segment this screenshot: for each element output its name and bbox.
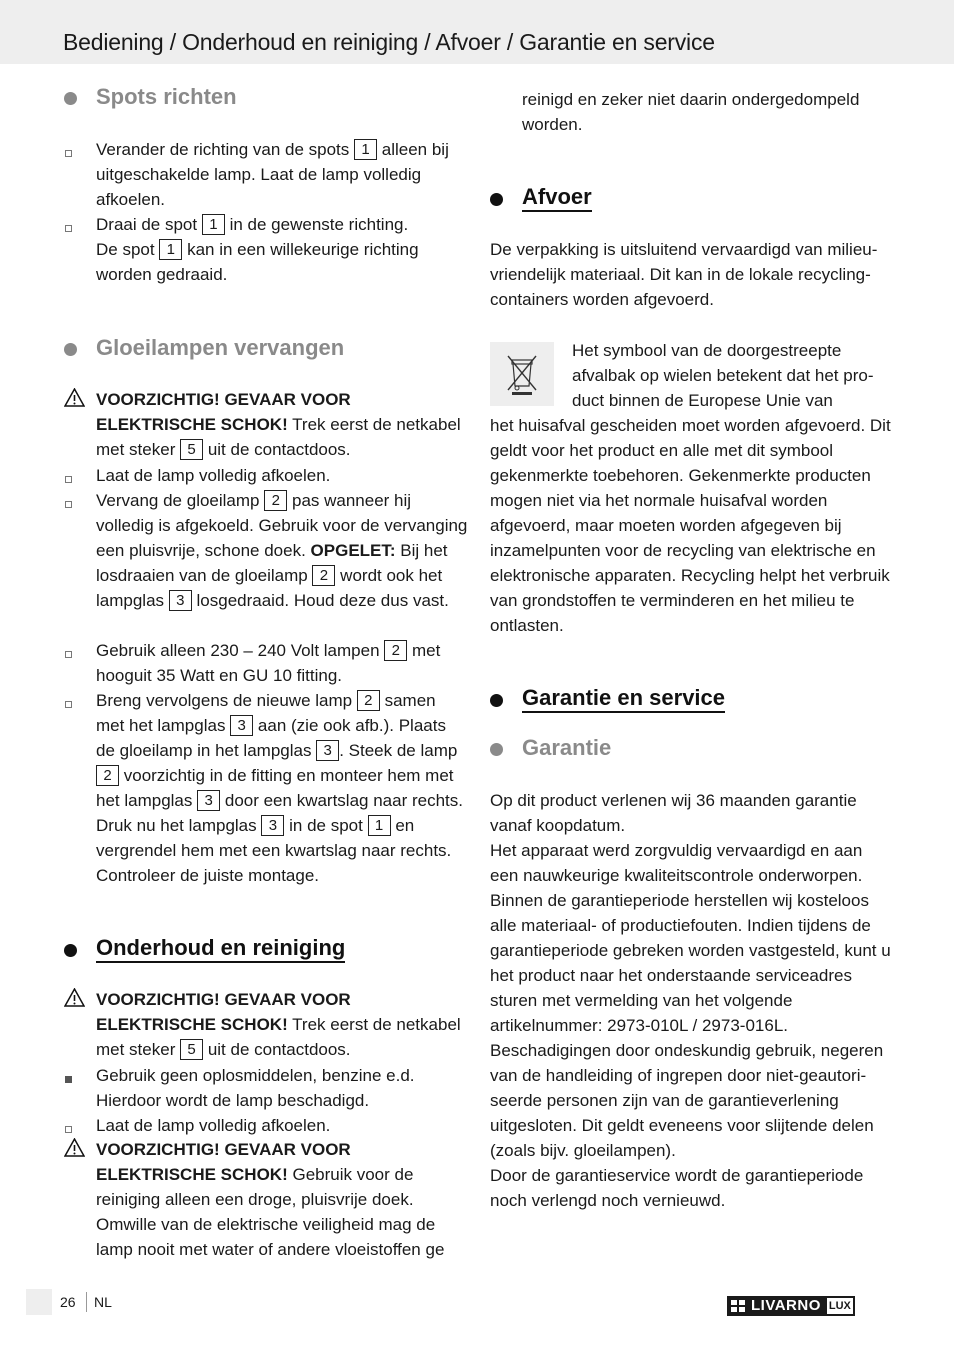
list-item: Gebruik geen oplosmiddelen, benzine e.d. Hierdoor wordt de lamp beschadigd. xyxy=(96,1066,415,1110)
heading-onderhoud: Onderhoud en reiniging xyxy=(96,935,345,961)
list-bullet xyxy=(65,651,72,658)
paragraph: het huisafval gescheiden moet worden afgevoerd. Dit geldt voor het product en alle met dit symbool gekenmerkte toebehoren. Gekenmerkte producten mogen niet via het normale huisafval worden afgevoerd, maar moeten worden afgegeven bij inzamelpunten voor de recycling van elektrische en elektronische apparaten. Recycling helpt het verbruik van grondstoffen te verminderen en het milieu te ontlasten. xyxy=(490,416,891,635)
brand-logo: LIVARNO LUX xyxy=(727,1296,855,1316)
list-bullet xyxy=(65,1126,72,1133)
list-bullet xyxy=(65,150,72,157)
heading-garantie-en-service: Garantie en service xyxy=(522,685,725,711)
logo-mark-icon xyxy=(731,1300,745,1312)
page-header xyxy=(0,0,954,64)
section-bullet xyxy=(64,944,77,957)
warning-icon xyxy=(64,988,85,1007)
heading-spots-richten: Spots richten xyxy=(96,84,237,109)
warning-icon xyxy=(64,388,85,407)
section-bullet xyxy=(64,92,77,105)
list-item: Verander de richting van de spots 1 alleen bij uitgeschakelde lamp. Laat de lamp volledig afkoelen. xyxy=(96,140,449,209)
list-bullet xyxy=(65,225,72,232)
section-bullet xyxy=(64,343,77,356)
heading-afvoer: Afvoer xyxy=(522,184,592,210)
page-marker xyxy=(26,1289,52,1315)
weee-bin-icon xyxy=(490,342,554,406)
footer-divider xyxy=(86,1292,87,1312)
warning-icon xyxy=(64,1138,85,1157)
list-bullet xyxy=(65,501,72,508)
list-bullet xyxy=(65,701,72,708)
section-bullet xyxy=(490,193,503,206)
list-item: Gebruik alleen 230 – 240 Volt lampen 2 met hooguit 35 Watt en GU 10 fitting. xyxy=(96,641,441,685)
continued-text: reinigd en zeker niet daarin ondergedompeld worden. xyxy=(522,90,860,134)
heading-garantie: Garantie xyxy=(522,735,612,760)
list-item: Draai de spot 1 in de gewenste richting. De spot 1 kan in een willekeurige richting worden gedraaid. xyxy=(96,215,419,284)
paragraph: De verpakking is uitsluitend vervaardigd van milieuvriendelijk materiaal. Dit kan in de lokale recyclingcontainers worden afgevoerd. xyxy=(490,240,878,309)
list-item: Breng vervolgens de nieuwe lamp 2 samen met het lampglas 3 aan (zie ook afb.). Plaats de gloeilamp in het lampglas 3 . Steek de lamp 2 voorzichtig in de fitting en monteer hem met het lampglas 3 door een kwartslag naar rechts. Druk nu het lampglas 3 in de spot 1 en vergrendel hem met een kwartslag naar rechts. Controleer de juiste montage. xyxy=(96,691,463,885)
warning-text: VOORZICHTIG! GEVAAR VOOR ELEKTRISCHE SCHOK! Gebruik voor de reiniging alleen een droge, pluisvrije doek. Omwille van de elektrische veiligheid mag de lamp nooit met water of andere vloeistoffen ge xyxy=(96,1140,445,1259)
section-bullet xyxy=(490,743,503,756)
list-item: Laat de lamp volledig afkoelen. xyxy=(96,1116,331,1135)
paragraph: Het symbool van de doorgestreepte afvalbak op wielen betekent dat het product binnen de Europese Unie van xyxy=(572,341,874,410)
list-bullet xyxy=(65,1076,72,1083)
warning-text: VOORZICHTIG! GEVAAR VOOR ELEKTRISCHE SCHOK! Trek eerst de netkabel met steker 5 uit de contactdoos. xyxy=(96,390,461,459)
list-item: Vervang de gloeilamp 2 pas wanneer hij volledig is afgekoeld. Gebruik voor de vervanging een pluisvrije, schone doek. OPGELET: Bij het losdraaien van de gloeilamp 2 wordt ook het lampglas 3 losgedraaid. Houd deze dus vast. xyxy=(96,491,468,610)
page-title: Bediening / Onderhoud en reiniging / Afvoer / Garantie en service xyxy=(63,29,715,55)
list-bullet xyxy=(65,476,72,483)
list-item: Laat de lamp volledig afkoelen. xyxy=(96,466,331,485)
warning-text: VOORZICHTIG! GEVAAR VOOR ELEKTRISCHE SCHOK! Trek eerst de netkabel met steker 5 uit de contactdoos. xyxy=(96,990,461,1059)
heading-gloeilampen: Gloeilampen vervangen xyxy=(96,335,345,360)
page-number: 26 xyxy=(60,1294,76,1310)
paragraph: Op dit product verlenen wij 36 maanden garantie vanaf koopdatum. Het apparaat werd zorgvuldig vervaardigd en aan een nauwkeurige kwaliteitscontrole onderworpen. Binnen de garantieperiode herstellen wij kosteloos alle materiaal- of productiefouten. Indien tijdens de garantieperiode gebreken worden vastgesteld, kunt u het product naar het onderstaande serviceadres sturen met vermelding van het volgende artikelnummer: 2973-010L / 2973-016L. Beschadigingen door ondeskundig gebruik, negeren van de handleiding of ingrepen door niet-geautoriseerde personen zijn van de garantieverlening uitgesloten. Dit geldt eveneens voor slijtende delen (zoals bijv. gloeilampen). Door de garantieservice wordt de garantieperiode noch verlengd noch vernieuwd. xyxy=(490,791,891,1210)
language-code: NL xyxy=(94,1294,112,1310)
section-bullet xyxy=(490,694,503,707)
